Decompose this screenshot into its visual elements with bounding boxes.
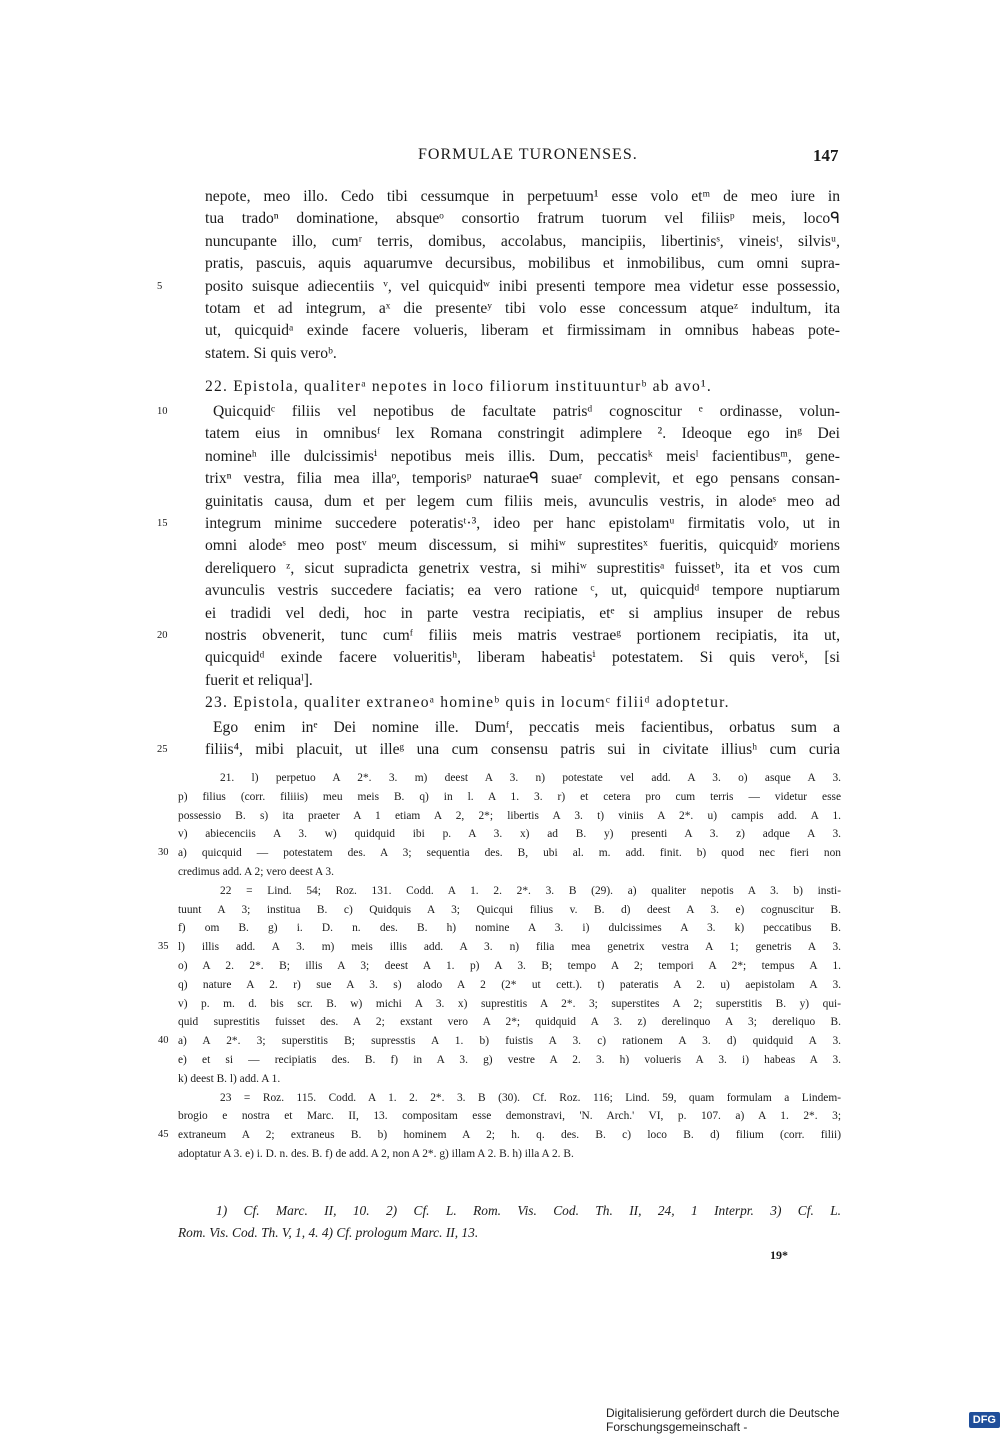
line-text: brogio e nostra et Marc. II, 13. compositam esse demonstravi, 'N. Arch.' VI, p. 107. a) A 1. 2*. 3; [178,1110,841,1123]
text-line [205,670,840,692]
text-line [205,491,840,513]
line-text: l) illis add. A 3. m) meis illis add. A 3. n) filia mea genetrix vestra A 1; genetris A 3. [178,941,841,954]
text-line [205,208,840,230]
line-text: Rom. Vis. Cod. Th. V, 1, 4. 4) Cf. prologum Marc. II, 13. [178,1225,479,1240]
section-23-heading: 23. Epistola, qualiter extraneoᵃ homineᵇ quis in locumᶜ filiiᵈ adoptetur. [205,694,730,711]
critical-apparatus [158,769,841,1164]
text-line [158,1126,841,1145]
line-text: guinitatis causa, dum et per legem cum filiis meis, avunculis vestris, in alodeˢ meo ad [205,492,840,510]
line-text: nomineʰ ille dulcissimisⁱ nepotibus meis illis. Dum, peccatisᵏ meisˡ facientibusᵐ, gene- [205,447,840,465]
line-text: adoptatur A 3. e) i. D. n. des. B. f) de add. A 2, non A 2*. g) illam A 2. B. h) illa A 2. B. [178,1147,574,1160]
text-line [205,186,840,208]
text-line [178,1051,841,1070]
line-text: v) abiecenciis A 3. w) quidquid ibi p. A 3. x) ad B. y) presenti A 3. z) adque A 3. [178,828,841,841]
line-text: quid suprestitis fuisset des. A 2; exstant vero A 2*; quidquid A 3. z) derelinquo A 3; dereliquo B. [178,1016,841,1029]
section-22-text [157,401,840,692]
text-line [157,513,840,535]
line-text: fuerit et reliquaˡ]. [205,671,313,689]
text-line [178,1107,841,1126]
line-text: tatem eius in omnibusᶠ lex Romana constringit adimplere ². Ideoque ego inᵍ Dei [205,425,840,443]
main-text-block [157,186,840,365]
page-number: 147 [813,146,839,165]
text-line [157,625,840,647]
line-text: dereliquero ᶻ, sicut supradicta genetrix vestra, si mihiʷ suprestitisᵃ fuissetᵇ, ita et vos cum [205,559,840,577]
line-text: avunculis vestris succedere faciatis; ea vero ratione ᶜ, ut, quicquidᵈ tempore nuptiarum [205,582,840,600]
line-number: 25 [157,744,168,756]
text-line [157,276,840,298]
funding-notice [606,1406,1000,1434]
text-line [205,535,840,557]
line-text: q) nature A 2. r) sue A 3. s) alodo A 2 (2* ut cett.). t) pateratis A 2. u) aepistolam A 3. [178,978,841,991]
section-23-text [157,717,840,762]
line-text: 22 = Lind. 54; Roz. 131. Codd. A 1. 2. 2*. 3. B (29). a) qualiter nepotis A 3. b) insti- [220,884,841,897]
text-line [178,825,841,844]
line-text: tua tradoⁿ dominatione, absqueᵒ consortio fratrum tuorum vel filiisᵖ meis, locoᑫ [205,210,840,228]
line-text: trixⁿ vestra, filia mea illaᵒ, temporisᵖ naturaeᑫ suaeʳ complevit, et ego pensans consan- [205,470,840,488]
line-text: Quicquidᶜ filiis vel nepotibus de facultate patrisᵈ cognoscitur ᵉ ordinasse, volun- [213,403,840,420]
text-line [158,1032,841,1051]
line-text: p) filius (corr. filiiis) meu meis B. q) in l. A 1. 3. r) et cetera pro cum terris — videtur esse [178,790,841,803]
line-text: 21. l) perpetuo A 2*. 3. m) deest A 3. n) potestate vel add. A 3. o) asque A 3. [220,772,841,784]
line-text: 1) Cf. Marc. II, 10. 2) Cf. L. Rom. Vis. Cod. Th. II, 24, 1 Interpr. 3) Cf. L. [216,1203,841,1218]
line-text: possessio B. s) ita praeter A 1 etiam A 2, 2*; libertis A 3. t) viniis A 2*. u) campis add. A 1. [178,809,841,822]
text-line [178,1145,841,1164]
footnotes [178,1200,841,1244]
text-line [178,788,841,807]
text-line [178,995,841,1014]
line-text: Ego enim inᵉ Dei nomine ille. Dumᶠ, peccatis meis facientibus, orbatus sum a [213,719,840,736]
text-line [178,976,841,995]
text-line [178,863,841,882]
text-line [178,1070,841,1089]
line-text: extraneum A 2; extraneus B. b) hominem A 2; h. q. des. B. c) loco B. d) filium (corr. filii) [178,1129,841,1142]
text-line [205,603,840,625]
line-text: v) p. m. d. bis scr. B. w) michi A 3. x) suprestitis A 2*. 3; superstites A 2; superstitis B. y) qui- [178,997,841,1010]
text-line [178,1089,841,1108]
text-line [157,401,840,423]
line-number: 20 [157,629,168,641]
line-text: filiis⁴, mibi placuit, ut illeᵍ una cum consensu patris sui in civitate illiusʰ cum curia [205,741,840,759]
line-number: 40 [158,1035,169,1047]
line-text: e) et si — recipiatis des. B. f) in A 3. g) vestre A 2. 3. h) volueris A 3. i) habeas A 3. [178,1053,841,1066]
text-line [157,739,840,761]
line-text: integrum minime succedere poteratisᵗ·³, ideo per hanc epistolamᵘ firmitatis volo, ut in [205,514,840,532]
funding-text: Digitalisierung gefördert durch die Deutsche Forschungsgemeinschaft - [606,1406,840,1434]
line-text: a) A 2*. 3; superstitis B; supresstis A 1. b) fuistis A 3. c) rationem A 3. d) quidquid A 3. [178,1035,841,1048]
text-line [205,298,840,320]
line-text: f) om B. g) i. D. n. des. B. h) nomine A 3. i) dulcissimes A 3. k) peccatibus B. [178,922,841,935]
line-number: 45 [158,1129,169,1141]
line-text: quicquidᵈ exinde facere volueritisʰ, liberam habeatisⁱ potestatem. Si quis veroᵏ, [si [205,649,840,667]
line-text: k) deest B. l) add. A 1. [178,1072,281,1085]
text-line [205,580,840,602]
section-22-heading: 22. Epistola, qualiterᵃ nepotes in loco filiorum instituunturᵇ ab avo¹. [205,378,712,395]
text-line [178,1013,841,1032]
text-line [178,957,841,976]
sheet-signature: 19* [770,1248,788,1262]
line-number: 35 [158,941,169,953]
text-line [205,558,840,580]
line-text: nepote, meo illo. Cedo tibi cessumque in perpetuum¹ esse volo etᵐ de meo iure in [205,188,840,205]
text-line [178,1200,841,1222]
line-text: pratis, pascuis, aquis aquarumve decursibus, mobilibus et inmobilibus, cum omni supra- [205,255,840,273]
line-text: posito suisque adiecentiis ᵛ, vel quicquidʷ inibi presenti tempore mea videtur esse possessio, [205,277,840,295]
line-text: a) quicquid — potestatem des. A 3; sequentia des. B, ubi al. m. add. finit. b) quod nec fieri non [178,847,841,860]
text-line [158,844,841,863]
text-line [178,882,841,901]
text-line [178,901,841,920]
line-number: 30 [158,847,169,859]
line-text: 23 = Roz. 115. Codd. A 1. 2. 2*. 3. B (30). Cf. Roz. 116; Lind. 59, quam formulam a Lindem- [220,1091,841,1104]
line-text: omni alodeˢ meo postᵛ meum discessum, si mihiʷ suprestitesˣ fueritis, quicquidʸ moriens [205,537,840,555]
dfg-logo-icon: DFG [969,1412,1000,1428]
text-line [178,919,841,938]
running-head: FORMULAE TURONENSES. [418,146,638,163]
text-line [205,717,840,739]
text-line [178,1222,841,1244]
line-text: nuncupante illo, cumʳ terris, domibus, accolabus, mancipiis, libertinisˢ, vineisᵗ, silvisᵘ, [205,232,840,250]
line-number: 5 [157,280,163,292]
line-text: ei tradidi vel dedi, hoc in parte vestra recipiatis, etᵉ si amplius insuper de rebus [205,604,840,622]
line-text: statem. Si quis veroᵇ. [205,344,337,362]
line-number: 10 [157,406,168,417]
line-text: tuunt A 3; institua B. c) Quidquis A 3; Quicqui filius v. B. d) deest A 3. e) cognuscitur B. [178,903,841,916]
line-text: ut, quicquidᵃ exinde facere volueris, liberam et firmissimam in omnibus habeas pote- [205,322,840,340]
line-text: o) A 2. 2*. B; illis A 3; deest A 1. p) A 3. B; tempo A 2; tempori A 2*; tempus A 1. [178,959,841,972]
text-line [178,807,841,826]
text-line [158,938,841,957]
text-line [205,231,840,253]
text-line [205,647,840,669]
line-text: totam et ad integrum, aˣ die presenteʸ tibi volo esse concessum atqueᶻ indultum, ita [205,299,840,317]
text-line [205,423,840,445]
line-number: 15 [157,517,168,529]
line-text: credimus add. A 2; vero deest A 3. [178,865,334,878]
text-line [178,769,841,788]
text-line [205,343,840,365]
text-line [205,468,840,490]
line-text: nostris obvenerit, tunc cumᶠ filiis meis matris vestraeᵍ portionem recipiatis, ita ut, [205,626,840,644]
text-line [205,320,840,342]
text-line [205,446,840,468]
text-line [205,253,840,275]
